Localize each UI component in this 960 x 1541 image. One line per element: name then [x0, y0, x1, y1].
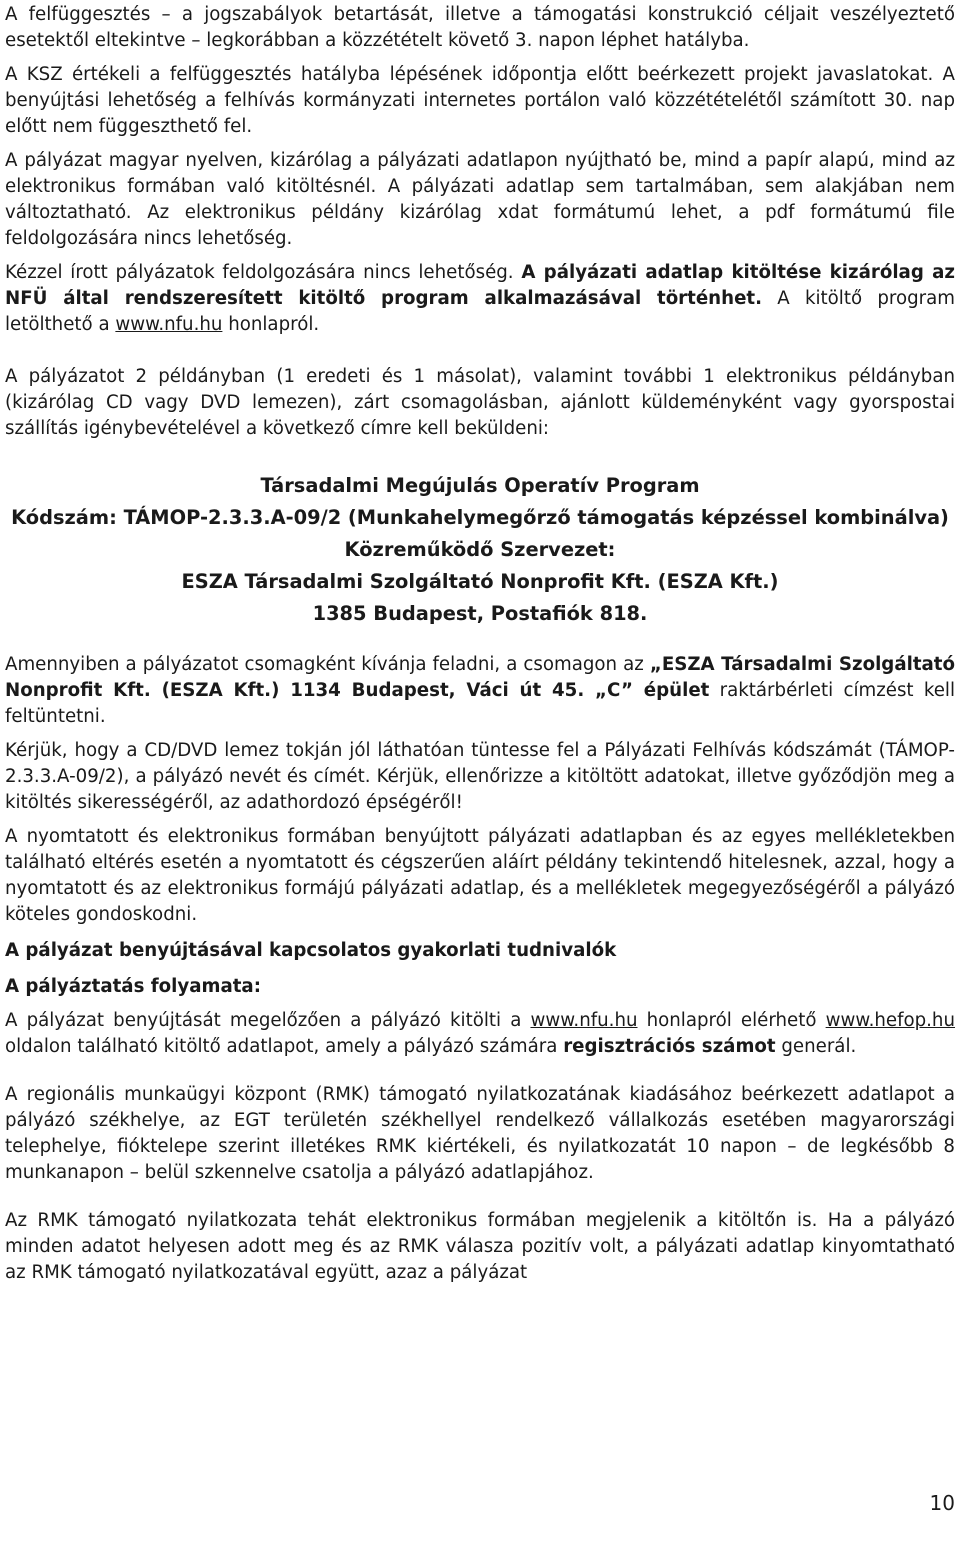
intermediate-body-label: Közreműködő Szervezet:: [344, 538, 616, 561]
package-address: „ESZA Társadalmi Szolgáltató Nonprofit Kft. (ESZA Kft.) 1134 Budapest, Váci út 45. „C” épület: [5, 654, 955, 701]
paragraph-discrepancy: A nyomtatott és elektronikus formában benyújtott pályázati adatlapban és az egyes mellékletekben található eltérés esetén a nyomtatott és cégszerűen aláírt példány tekintendő hitelesnek, azzal, hogy a nyomtatott és az elektronikus formájú pályázati adatlap, és a mellékletek megegyezőségéről a pályázó köteles gondoskodni.: [5, 826, 955, 925]
paragraph-handwritten: [5, 260, 955, 338]
download-text-end: honlapról.: [222, 314, 320, 335]
program-code: Kódszám: TÁMOP-2.3.3.A-09/2 (Munkahelymegőrző támogatás képzéssel kombinálva): [11, 506, 949, 529]
hefop-link[interactable]: www.hefop.hu: [825, 1010, 955, 1031]
registration-text: A pályázat benyújtását megelőzően a pályázó kitölti a: [5, 1010, 531, 1031]
paragraph-rmk-electronic: Az RMK támogató nyilatkozata tehát elektronikus formában megjelenik a kitöltőn is. Ha a pályázó minden adatot helyesen adott meg és az RMK válasza pozitív volt, a pályázati adatlap kinyomtatható az RMK támogató nyilatkozatával együtt, azaz a pályázat: [5, 1210, 955, 1283]
fill-program-requirement: A pályázati adatlap kitöltése kizárólag az NFÜ által rendszeresített kitöltő program alkalmazásával történhet.: [5, 262, 955, 309]
address-block: [5, 470, 955, 630]
handwritten-text: Kézzel írott pályázatok feldolgozására nincs lehetőség.: [5, 262, 522, 283]
page-number: 10: [929, 1491, 955, 1515]
program-name: Társadalmi Megújulás Operatív Program: [260, 474, 700, 497]
registration-text-2: honlapról elérhető: [637, 1010, 826, 1031]
paragraph-package: [5, 652, 955, 730]
paragraph-suspension-effect: A felfüggesztés – a jogszabályok betartását, illetve a támogatási konstrukció céljait veszélyeztető esetektől eltekintve – legkorábban a közzétételt követő 3. napon léphet hatályba.: [5, 4, 955, 51]
section-heading-process: A pályáztatás folyamata:: [5, 976, 261, 997]
paragraph-ksz-evaluation: A KSZ értékeli a felfüggesztés hatályba lépésének időpontja előtt beérkezett projekt javaslatokat. A benyújtási lehetőség a felhívás kormányzati internetes portálon való közzétételétől számított 30. nap előtt nem függeszthető fel.: [5, 64, 955, 137]
postal-address: 1385 Budapest, Postafiók 818.: [312, 602, 648, 625]
paragraph-copies: A pályázatot 2 példányban (1 eredeti és 1 másolat), valamint további 1 elektronikus példányban (kizárólag CD vagy DVD lemezen), zárt csomagolásban, ajánlott küldeményként vagy gyorspostai szállítás igénybevételével a következő címre kell beküldeni:: [5, 366, 955, 439]
registration-number-term: regisztrációs számot: [563, 1036, 776, 1057]
download-text: A kitöltő program letölthető a: [5, 288, 956, 335]
registration-text-3: oldalon található kitöltő adatlapot, amely a pályázó számára: [5, 1036, 564, 1057]
paragraph-cd-dvd: Kérjük, hogy a CD/DVD lemez tokján jól láthatóan tüntesse fel a Pályázati Felhívás kódszámát (TÁMOP-2.3.3.A-09/2), a pályázó nevét és címét. Kérjük, ellenőrizze a kitöltött adatokat, illetve győződjön meg a kitöltés sikerességéről, az adathordozó épségéről!: [5, 740, 955, 813]
package-text: Amennyiben a pályázatot csomagként kívánja feladni, a csomagon az: [5, 654, 650, 675]
paragraph-registration: [5, 1008, 955, 1060]
section-heading-practical: A pályázat benyújtásával kapcsolatos gyakorlati tudnivalók: [5, 940, 617, 961]
organization-name: ESZA Társadalmi Szolgáltató Nonprofit Kft. (ESZA Kft.): [181, 570, 779, 593]
nfu-link[interactable]: www.nfu.hu: [115, 314, 223, 335]
registration-text-end: generál.: [775, 1036, 857, 1057]
paragraph-language-form: A pályázat magyar nyelven, kizárólag a pályázati adatlapon nyújtható be, mind a papír alapú, mind az elektronikus formában való kitöltésnél. A pályázati adatlap sem tartalmában, sem alakjában nem változtatható. Az elektronikus példány kizárólag xdat formátumú lehet, a pdf formátumú file feldolgozására nincs lehetőség.: [5, 150, 955, 249]
paragraph-rmk-statement: A regionális munkaügyi központ (RMK) támogató nyilatkozatának kiadásához beérkezett adatlapot a pályázó székhelye, az EGT területén székhellyel rendelkező vállalkozás esetében magyarországi telephelye, fióktelepe szerint illetékes RMK kiértékeli, és nyilatkozatát 10 napon – de legkésőbb 8 munkanapon – belül szkennelve csatolja a pályázó adatlapjához.: [5, 1084, 955, 1183]
nfu-link-2[interactable]: www.nfu.hu: [530, 1010, 638, 1031]
package-text-end: raktárbérleti címzést kell feltüntetni.: [5, 680, 955, 727]
